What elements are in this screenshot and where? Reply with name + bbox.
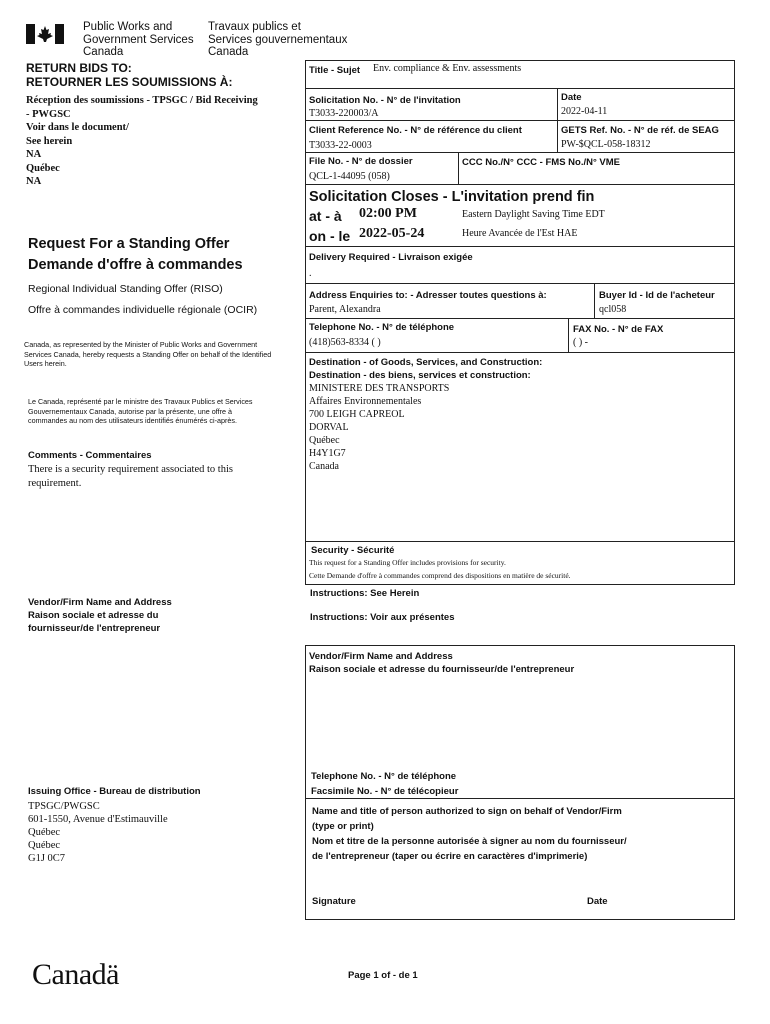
comments-text: There is a security requirement associated to this requirement. bbox=[28, 464, 233, 489]
destination-label: Destination - of Goods, Services, and Construction: Destination - des biens, services et construction: bbox=[309, 357, 543, 381]
security-text-en: This request for a Standing Offer includes provisions for security. bbox=[309, 558, 506, 567]
instructions-fr: Instructions: Voir aux présentes bbox=[310, 612, 455, 623]
title-label: Title - Sujet bbox=[309, 65, 361, 76]
request-paragraph-en: Canada, as represented by the Minister of Public Works and Government Services Canada, hereby requests a Standing Offer on behalf of the Identified Users herein. bbox=[24, 340, 272, 368]
closes-on-label: on - le bbox=[309, 228, 351, 244]
closes-time-value: 02:00 PM bbox=[359, 206, 417, 221]
destination-address: MINISTERE DES TRANSPORTS Affaires Environnementales 700 LEIGH CAPREOL DORVAL Québec H4Y1G7 Canada bbox=[309, 383, 450, 472]
vendor-firm-label-left: Vendor/Firm Name and Address Raison sociale et adresse du fournisseur/de l'entrepreneur bbox=[28, 597, 172, 634]
canada-flag-logo bbox=[26, 24, 64, 44]
return-bids-address: Réception des soumissions - TPSGC / Bid Receiving - PWGSC Voir dans le document/ See herein NA Québec NA bbox=[26, 95, 258, 187]
file-no-label: File No. - N° de dossier bbox=[309, 156, 413, 167]
delivery-value: . bbox=[309, 268, 312, 279]
buyer-id-value: qcl058 bbox=[599, 304, 627, 315]
security-text-fr: Cette Demande d'offre à commandes comprend des dispositions en matière de sécurité. bbox=[309, 571, 571, 580]
ccc-no-label: CCC No./N° CCC - FMS No./N° VME bbox=[462, 157, 621, 168]
request-paragraph-fr: Le Canada, représenté par le ministre des Travaux Publics et Services Gouvernementaux Canada, autorise par la présente, une offre à commandes au nom des utilisateurs identifiés énumérés ci-après. bbox=[28, 397, 253, 425]
vendor-firm-label: Vendor/Firm Name and Address Raison sociale et adresse du fournisseur/de l'entrepreneur bbox=[309, 651, 575, 675]
gets-ref-label: GETS Ref. No. - N° de réf. de SEAG bbox=[561, 125, 719, 136]
telephone-value: (418)563-8334 ( ) bbox=[309, 337, 381, 348]
enquiries-value: Parent, Alexandra bbox=[309, 304, 381, 315]
fax-value: ( ) - bbox=[573, 337, 588, 348]
buyer-id-label: Buyer Id - Id de l'acheteur bbox=[599, 290, 715, 301]
department-name-en: Public Works and Government Services Canada bbox=[83, 21, 194, 58]
security-label: Security - Sécurité bbox=[311, 545, 395, 556]
date-value: 2022-04-11 bbox=[561, 106, 608, 117]
instructions-en: Instructions: See Herein bbox=[310, 588, 420, 599]
issuing-office-label: Issuing Office - Bureau de distribution bbox=[28, 786, 201, 797]
request-type-fr: Offre à commandes individuelle régionale (OCIR) bbox=[28, 304, 258, 316]
telephone-label: Telephone No. - N° de téléphone bbox=[309, 322, 455, 333]
authorized-person-label: Name and title of person authorized to sign on behalf of Vendor/Firm (type or print) Nom et titre de la personne autorisée à signer au nom du fournisseur/ de l'entrepreneur (taper ou écrire en caractères d'imprimerie) bbox=[312, 806, 627, 862]
solicitation-closes-title: Solicitation Closes - L'invitation prend fin bbox=[309, 189, 595, 205]
enquiries-label: Address Enquiries to: - Adresser toutes questions à: bbox=[309, 290, 547, 301]
canada-wordmark-logo: Canadä bbox=[32, 958, 119, 991]
return-bids-title-fr: RETOURNER LES SOUMISSIONS À: bbox=[26, 75, 233, 89]
closes-timezone-fr: Heure Avancée de l'Est HAE bbox=[462, 228, 578, 239]
request-title-fr: Demande d'offre à commandes bbox=[28, 257, 243, 273]
fax-label: FAX No. - N° de FAX bbox=[573, 324, 664, 335]
closes-timezone-en: Eastern Daylight Saving Time EDT bbox=[462, 209, 605, 220]
file-no-value: QCL-1-44095 (058) bbox=[309, 171, 390, 182]
request-type-en: Regional Individual Standing Offer (RISO) bbox=[28, 283, 223, 295]
date-label: Date bbox=[561, 92, 582, 103]
client-reference-label: Client Reference No. - N° de référence du client bbox=[309, 125, 522, 136]
closes-date-value: 2022-05-24 bbox=[359, 226, 425, 241]
delivery-label: Delivery Required - Livraison exigée bbox=[309, 252, 473, 263]
signature-label: Signature bbox=[312, 896, 356, 907]
request-title-en: Request For a Standing Offer bbox=[28, 236, 230, 252]
title-value: Env. compliance & Env. assessments bbox=[373, 63, 522, 74]
vendor-telephone-label: Telephone No. - N° de téléphone bbox=[311, 771, 457, 782]
client-reference-value: T3033-22-0003 bbox=[309, 140, 372, 151]
solicitation-no-value: T3033-220003/A bbox=[309, 108, 379, 119]
signature-date-label: Date bbox=[587, 896, 608, 907]
vendor-signature-box bbox=[305, 645, 735, 920]
comments-label: Comments - Commentaires bbox=[28, 450, 152, 461]
vendor-facsimile-label: Facsimile No. - N° de télécopieur bbox=[311, 786, 459, 797]
return-bids-title-en: RETURN BIDS TO: bbox=[26, 61, 132, 75]
solicitation-no-label: Solicitation No. - N° de l'invitation bbox=[309, 95, 461, 106]
issuing-office-address: TPSGC/PWGSC 601-1550, Avenue d'Estimauville Québec Québec G1J 0C7 bbox=[28, 801, 168, 864]
page-number: Page 1 of - de 1 bbox=[348, 970, 418, 981]
gets-ref-value: PW-$QCL-058-18312 bbox=[561, 139, 651, 150]
closes-at-label: at - à bbox=[309, 208, 342, 224]
department-name-fr: Travaux publics et Services gouvernementaux Canada bbox=[208, 21, 348, 58]
